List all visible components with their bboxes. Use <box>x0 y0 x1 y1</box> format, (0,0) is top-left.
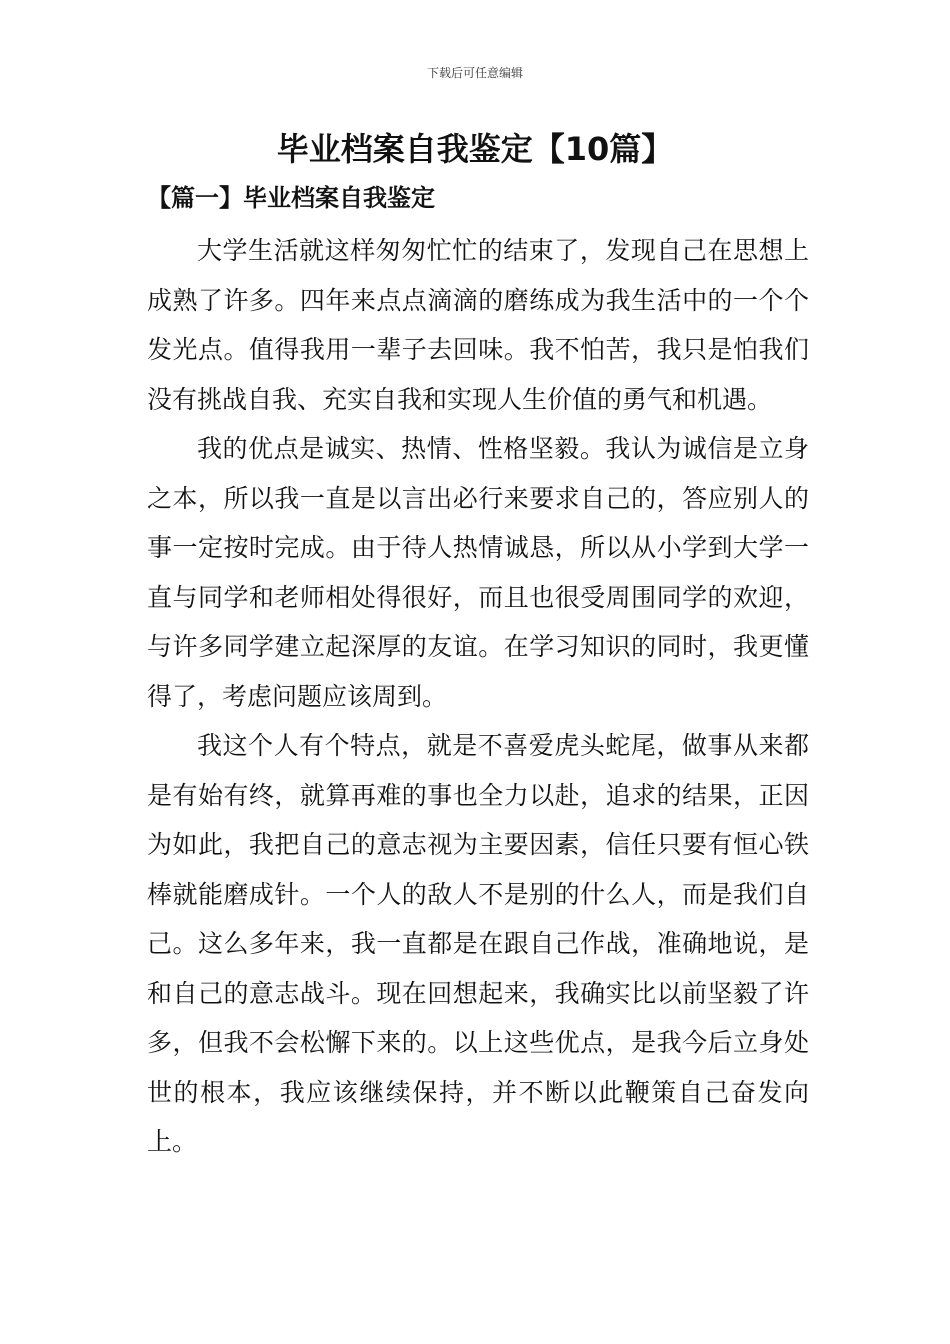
paragraph-2: 我的优点是诚实、热情、性格坚毅。我认为诚信是立身之本，所以我一直是以言出必行来要求自己的，答应别人的事一定按时完成。由于待人热情诚恳，所以从小学到大学一直与同学和老师相处得很好，而且也很受周围同学的欢迎，与许多同学建立起深厚的友谊。在学习知识的同时，我更懂得了，考虑问题应该周到。 <box>147 434 809 711</box>
body-text <box>147 226 809 1167</box>
section-heading: 【篇一】毕业档案自我鉴定 <box>147 183 435 212</box>
paragraph-1: 大学生活就这样匆匆忙忙的结束了，发现自己在思想上成熟了许多。四年来点点滴滴的磨练成为我生活中的一个个发光点。值得我用一辈子去回味。我不怕苦，我只是怕我们没有挑战自我、充实自我和实现人生价值的勇气和机遇。 <box>147 236 809 414</box>
paragraph-3: 我这个人有个特点，就是不喜爱虎头蛇尾，做事从来都是有始有终，就算再难的事也全力以赴，追求的结果，正因为如此，我把自己的意志视为主要因素，信任只要有恒心铁棒就能磨成针。一个人的敌人不是别的什么人，而是我们自己。这么多年来，我一直都是在跟自己作战，准确地说，是和自己的意志战斗。现在回想起来，我确实比以前坚毅了许多，但我不会松懈下来的。以上这些优点，是我今后立身处世的根本，我应该继续保持，并不断以此鞭策自己奋发向上。 <box>147 731 809 1156</box>
header-note: 下载后可任意编辑 <box>426 66 523 80</box>
document-title: 毕业档案自我鉴定【10篇】 <box>276 130 674 168</box>
